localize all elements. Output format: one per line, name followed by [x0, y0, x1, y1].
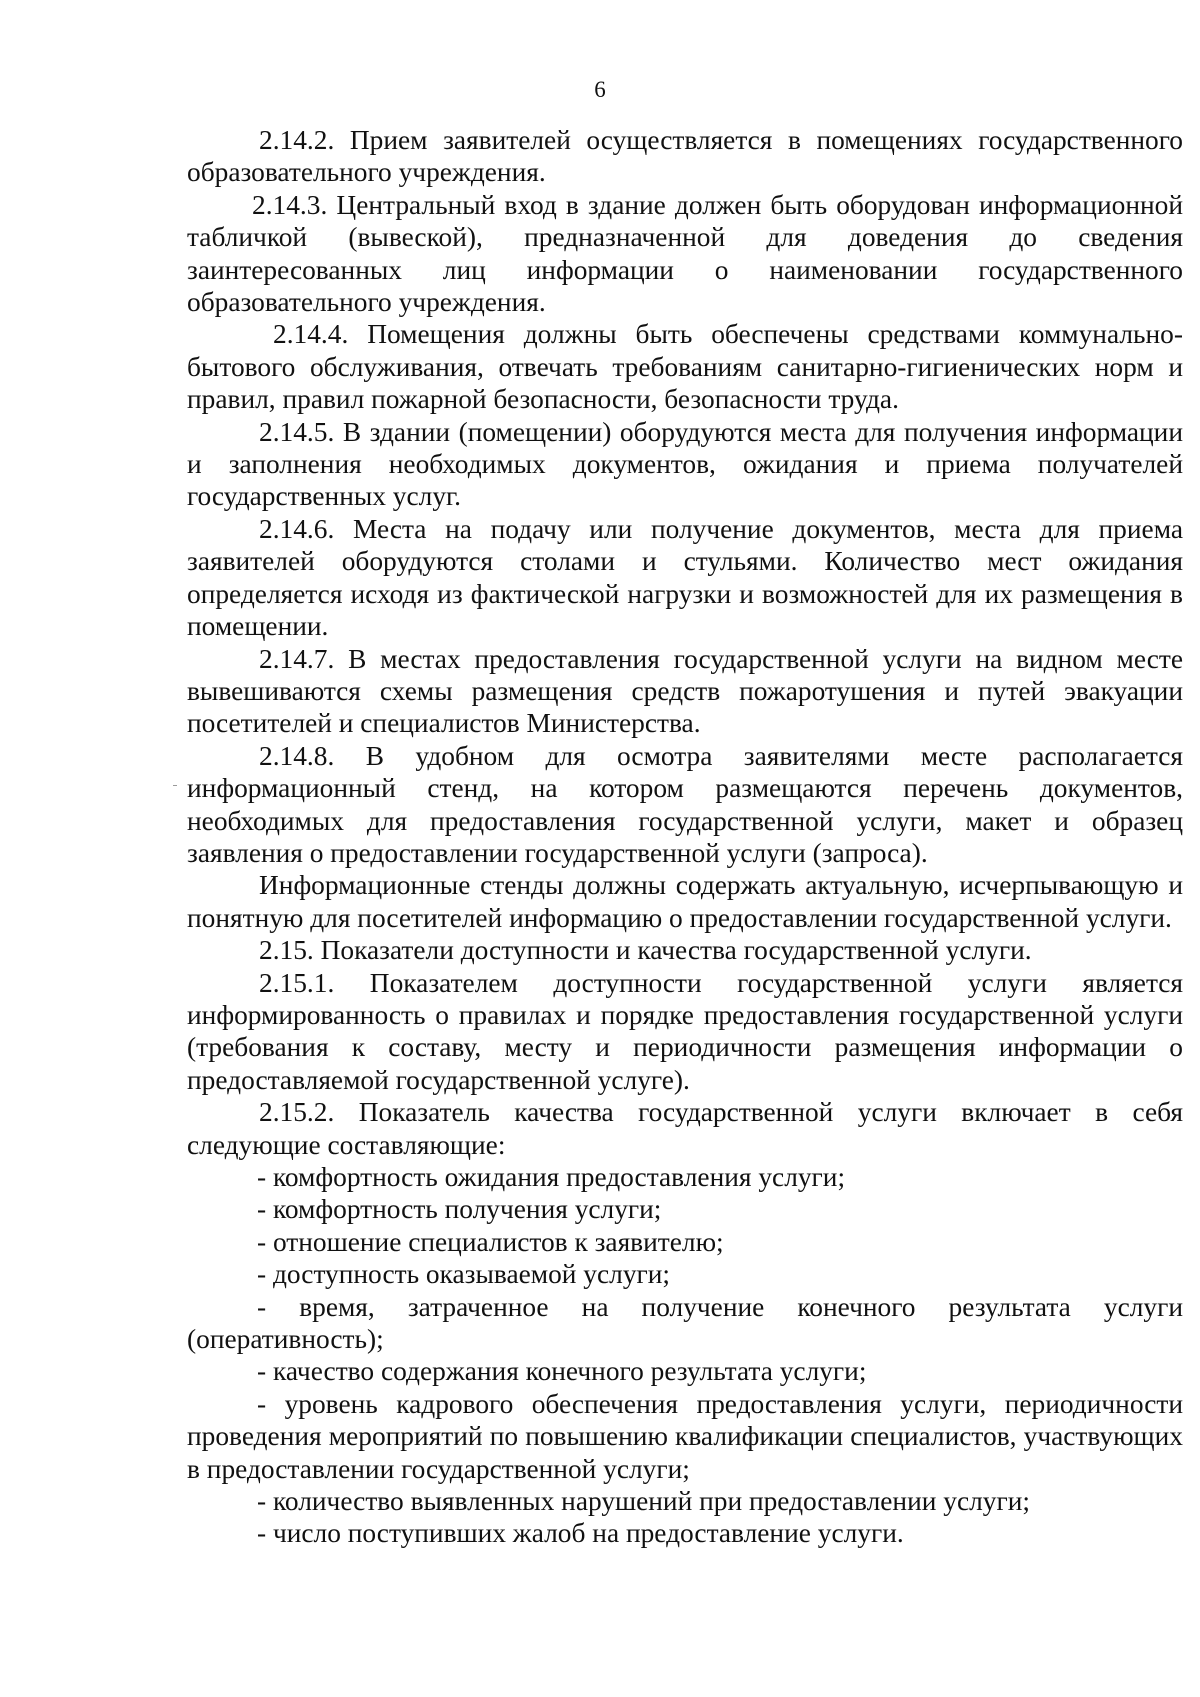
paragraph-2-14-7: 2.14.7. В местах предоставления государственной услуги на видном месте вывешиваются схемы размещения средств пожаротушения и путей эвакуации посетителей и специалистов Министерства.	[187, 643, 1183, 739]
document-body	[187, 124, 1183, 1550]
page-number: 6	[594, 77, 606, 102]
paragraph-2-15-1: 2.15.1. Показателем доступности государственной услуги является информированность о правилах и порядке предоставления государственной услуги (требования к составу, месту и периодичности размещения информации о предоставляемой государственной услуге).	[187, 967, 1183, 1095]
list-item: - качество содержания конечного результата услуги;	[257, 1356, 867, 1387]
list-item: - комфортность ожидания предоставления услуги;	[257, 1162, 846, 1192]
list-item: - количество выявленных нарушений при предоставлении услуги;	[257, 1486, 1030, 1517]
scan-speck	[173, 785, 177, 786]
list-item: - доступность оказываемой услуги;	[257, 1259, 671, 1290]
paragraph-2-14-8: 2.14.8. В удобном для осмотра заявителями месте располагается информационный стенд, на котором размещаются перечень документов, необходимых для предоставления государственной услуги, макет и образец заявления о предоставлении государственной услуги (запроса).	[187, 740, 1183, 868]
paragraph-2-14-2: 2.14.2. Прием заявителей осуществляется в помещениях государственного образовательного учреждения.	[187, 125, 1183, 188]
paragraph-2-14-4: 2.14.4. Помещения должны быть обеспечены средствами коммунально-бытового обслуживания, отвечать требованиям санитарно-гигиенических норм и правил, правил пожарной безопасности, безопасности труда.	[187, 319, 1183, 415]
paragraph-2-14-5: 2.14.5. В здании (помещении) оборудуются места для получения информации и заполнения необходимых документов, ожидания и приема получателей государственных услуг.	[187, 416, 1183, 512]
list-item: - время, затраченное на получение конечного результата услуги (оперативность);	[187, 1291, 1183, 1355]
list-item: - комфортность получения услуги;	[257, 1194, 662, 1225]
list-item: - отношение специалистов к заявителю;	[257, 1226, 724, 1257]
list-item: - уровень кадрового обеспечения предоставления услуги, периодичности проведения мероприятий по повышению квалификации специалистов, участвующих в предоставлении государственной услуги;	[187, 1388, 1183, 1484]
list-item: - число поступивших жалоб на предоставление услуги.	[257, 1518, 904, 1549]
paragraph-2-14-3: 2.14.3. Центральный вход в здание должен быть оборудован информационной табличкой (вывеской), предназначенной для доведения до сведения заинтересованных лиц информации о наименовании государственного образовательного учреждения.	[187, 189, 1183, 318]
paragraph-info-stands: Информационные стенды должны содержать актуальную, исчерпывающую и понятную для посетителей информацию о предоставлении государственной услуги.	[187, 870, 1183, 933]
paragraph-2-15: 2.15. Показатели доступности и качества государственной услуги.	[259, 935, 1032, 966]
paragraph-2-14-6: 2.14.6. Места на подачу или получение документов, места для приема заявителей оборудуются столами и стульями. Количество мест ожидания определяется исходя из фактической нагрузки и возможностей для их размещения в помещении.	[187, 513, 1183, 642]
paragraph-2-15-2: 2.15.2. Показатель качества государственной услуги включает в себя следующие составляющие:	[187, 1097, 1183, 1160]
